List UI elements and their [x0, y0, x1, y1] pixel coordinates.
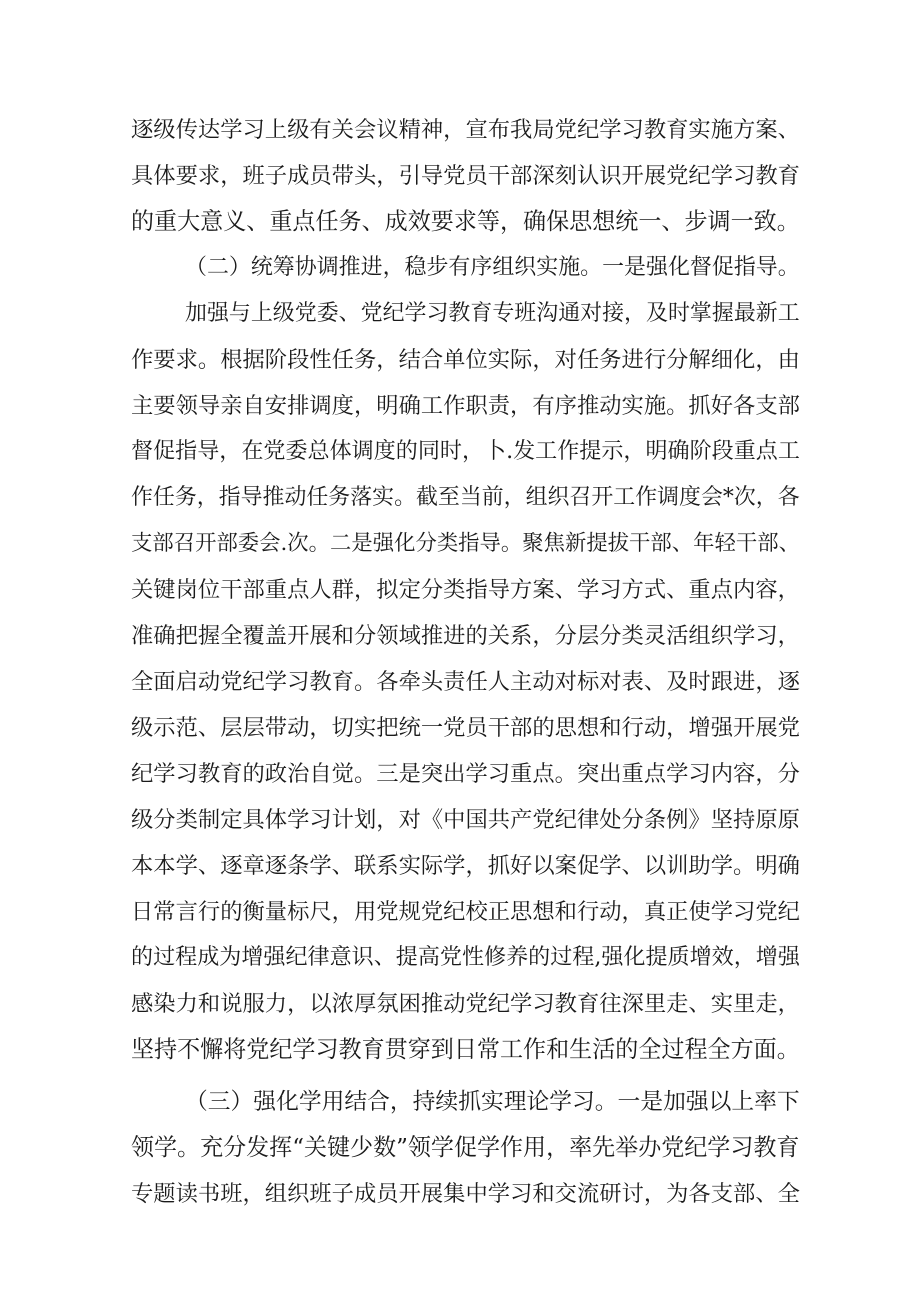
text-line: 级示范、层层带动，切实把统一党员干部的思想和行动，增强开展党 [131, 715, 800, 741]
text-line: 领学。充分发挥“关键少数”领学促学作用，率先举办党纪学习教育 [131, 1135, 800, 1161]
text-line: 支部召开部委会.次。二是强化分类指导。聚焦新提拔干部、年轻干部、 [131, 531, 800, 556]
text-line: 作要求。根据阶段性任务，结合单位实际，对任务进行分解细化，由 [131, 347, 800, 373]
text-line: 坚持不懈将党纪学习教育贯穿到日常工作和生活的全过程全方面。 [131, 1037, 800, 1063]
text-line: 级分类制定具体学习计划，对《中国共产党纪律处分条例》坚持原原 [131, 807, 800, 833]
text-line: 的重大意义、重点任务、成效要求等，确保思想统一、步调一致。 [131, 209, 800, 235]
text-line: 的过程成为增强纪律意识、提高党性修养的过程,强化提质增效，增强 [131, 945, 800, 970]
text-line: 日常言行的衡量标尺，用党规党纪校正思想和行动，真正使学习党纪 [131, 899, 800, 925]
text-line: 本本学、逐章逐条学、联系实际学，抓好以案促学、以训助学。明确 [131, 853, 800, 879]
text-line: 逐级传达学习上级有关会议精神，宣布我局党纪学习教育实施方案、 [131, 117, 800, 143]
text-line: 纪学习教育的政治自觉。三是突出学习重点。突出重点学习内容，分 [131, 761, 800, 787]
text-line: 加强与上级党委、党纪学习教育专班沟通对接，及时掌握最新工 [185, 301, 800, 326]
text-line: 督促指导，在党委总体调度的同时，卜.发工作提示，明确阶段重点工 [131, 439, 800, 464]
text-line: 准确把握全覆盖开展和分领域推进的关系，分层分类灵活组织学习， [131, 623, 800, 649]
text-line: 作任务，指导推动任务落实。截至当前，组织召开工作调度会*次，各 [131, 485, 800, 510]
text-line: 感染力和说服力，以浓厚氛困推动党纪学习教育往深里走、实里走， [131, 991, 800, 1017]
text-line: 专题读书班，组织班子成员开展集中学习和交流研讨，为各支部、全 [131, 1181, 800, 1207]
section-heading-2: （二）统筹协调推进，稳步有序组织实施。一是强化督促指导。 [185, 255, 800, 280]
text-line: 全面启动党纪学习教育。各牵头责任人主动对标对表、及时跟进，逐 [131, 669, 800, 695]
text-line: 关键岗位干部重点人群，拟定分类指导方案、学习方式、重点内容， [131, 577, 800, 603]
text-line: 具体要求，班子成员带头，引导党员干部深刻认识开展党纪学习教育 [131, 163, 800, 189]
section-heading-3: （三）强化学用结合，持续抓实理论学习。一是加强以上率下 [185, 1089, 800, 1115]
text-line: 主要领导亲自安排调度，明确工作职责，有序推动实施。抓好各支部 [131, 393, 800, 419]
